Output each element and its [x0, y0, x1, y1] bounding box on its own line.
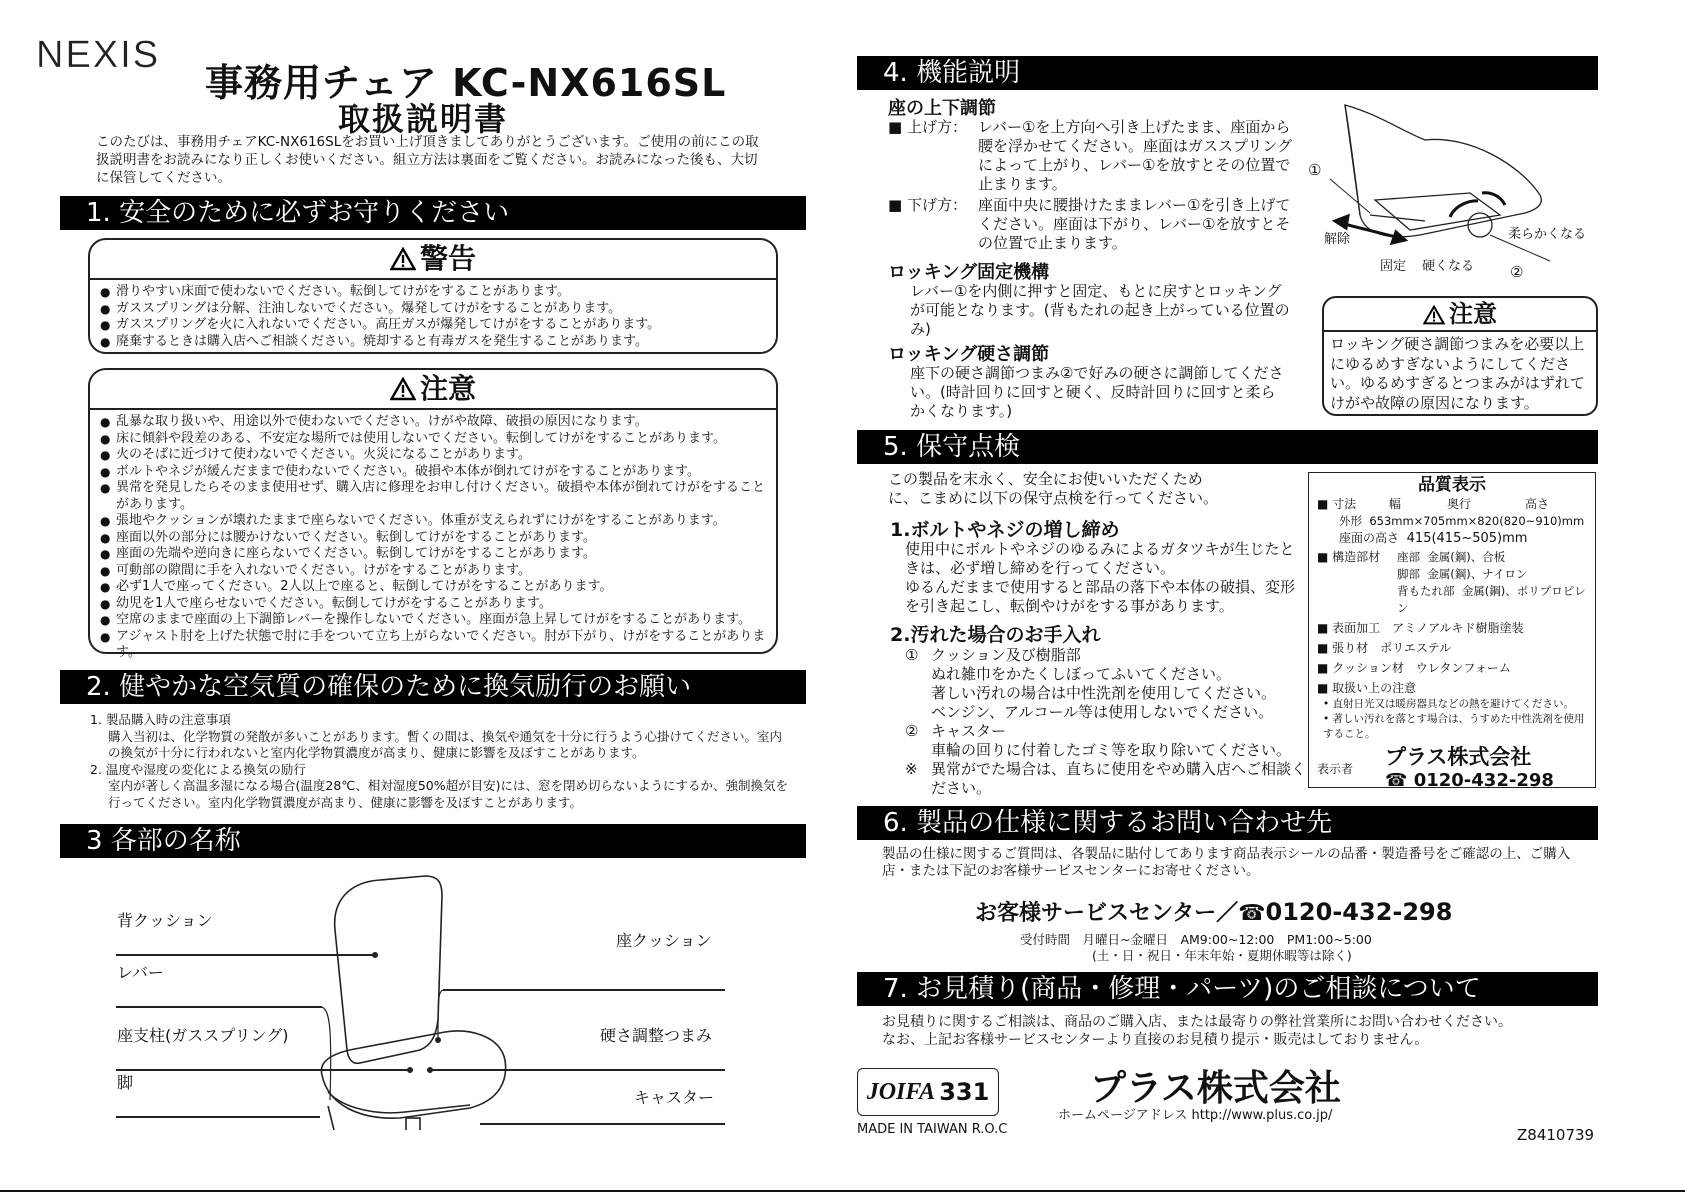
quality-heading: 品質表示	[1418, 475, 1486, 495]
cushion-material: ■ クッション材 ウレタンフォーム	[1317, 660, 1587, 677]
warning-heading: 警告	[90, 240, 776, 280]
label-harder: 硬くなる	[1422, 259, 1475, 274]
list-item: ● ボルトやネジが緩んだままで使わないでください。破損や本体が倒れてけがをすることがあります。	[100, 464, 766, 481]
under-seat-diagram	[1300, 95, 1600, 285]
warning-box	[88, 238, 778, 354]
joifa-badge: JOIFA 331	[857, 1068, 999, 1116]
tension-heading: ロッキング硬さ調節	[888, 344, 1050, 365]
section-5-header: 5. 保守点検	[857, 430, 1598, 464]
cleaning-list	[905, 646, 1310, 798]
height-adjust-heading: 座の上下調節	[888, 98, 996, 119]
list-item: ● ガススプリングは分解、注油しないでください。爆発してけがをすることがあります。	[100, 301, 766, 318]
list-item: ● 可動部の隙間に手を入れないでください。けがをすることがあります。	[100, 563, 766, 580]
caution-list	[90, 410, 776, 662]
maintenance-intro: この製品を末永く、安全にお使いいただくために、こまめに以下の保守点検を行ってください。	[888, 470, 1219, 507]
list-item: ● 床に傾斜や段差のある、不安定な場所では使用しないでください。転倒してけがをすることがあります。	[100, 431, 766, 448]
label-release: 解除	[1324, 232, 1351, 247]
lock-text: レバー①を内側に押すと固定、もとに戻すとロッキングが可能となります。(背もたれの起き上がっている位置のみ)	[910, 282, 1290, 338]
parts-diagram	[60, 860, 806, 1130]
handling-notes: • 直射日光又は暖房器具などの熱を避けてください。 • 著しい汚れを落とす場合は、うすめた中性洗剤を使用すること。	[1323, 698, 1585, 740]
section-4-header: 4. 機能説明	[857, 56, 1598, 90]
bolts-heading: 1.ボルトやネジの増し締め	[890, 519, 1120, 541]
document-subtitle: 取扱説明書	[338, 100, 509, 138]
warning-triangle-icon	[390, 373, 416, 411]
section-6-header: 6. 製品の仕様に関するお問い合わせ先	[857, 806, 1598, 840]
section-2-header: 2. 健やかな空気質の確保のために換気励行のお願い	[60, 670, 806, 704]
list-item: ● 張地やクッションが壊れたままで座らないでください。体重が支えられずにけがをすることがあります。	[100, 513, 766, 530]
list-item: ● 座面の先端や逆向きに座らないでください。転倒してけがをすることがあります。	[100, 546, 766, 563]
homepage-address: ホームページアドレス http://www.plus.co.jp/	[1058, 1108, 1333, 1123]
estimate-text: お見積りに関するご相談は、商品のご購入店、または最寄りの弊社営業所にお問い合わせください。 なお、上記お客様サービスセンターより直接のお見積り提示・販売はしておりません。	[882, 1014, 1512, 1048]
marker-2: ②	[1510, 263, 1524, 281]
telephone-icon: ☎	[1238, 901, 1266, 926]
marker-1: ①	[1308, 161, 1322, 179]
warning-triangle-icon	[1423, 301, 1445, 333]
height-raise: ■ 上げ方： レバー①を上方向へ引き上げたまま、座面から腰を浮かせてください。座面はガススプリングによって上がり、レバー①を放すとその位置で止まります。 ■ 下げ方： 座面中央に腰掛けたままレバー①を引き上げてください。座面は下がり、レバー①を放すとその位置で止まります。	[888, 118, 1293, 253]
label-tension-knob: 硬さ調整つまみ	[600, 1026, 713, 1045]
structure-materials: ■ 構造部材 座部 金属(鋼)、合板 脚部 金属(鋼)、ナイロン 背もたれ部 金属(鋼)、ポリプロピレン	[1317, 549, 1587, 617]
cleaning-item-cushion: ① クッション及び樹脂部 ぬれ雑巾をかたくしぼってふいてください。 著しい汚れの場合は中性洗剤を使用してください。 ベンジン、アルコール等は使用しないでください。	[905, 646, 1277, 721]
ventilation-list	[90, 712, 790, 811]
telephone-icon: ☎	[1385, 770, 1408, 791]
list-item: ● 火のそばに近づけて使わないでください。火災になることがあります。	[100, 447, 766, 464]
section-7-header: 7. お見積り(商品・修理・パーツ)のご相談について	[857, 972, 1598, 1006]
document-code: Z8410739	[1517, 1126, 1595, 1144]
section-1-header: 1. 安全のために必ずお守りください	[60, 196, 806, 230]
list-item: ● 廃棄するときは購入店へご相談ください。焼却すると有毒ガスを発生することがあります。	[100, 334, 766, 351]
made-in: MADE IN TAIWAN R.O.C	[857, 1122, 1008, 1137]
bolts-text: 使用中にボルトやネジのゆるみによるガタツキが生じたときは、必ず増し締めを行ってください。 ゆるんだままで使用すると部品の落下や本体の破損、変形を引き起こし、転倒やけがをする事があります。	[905, 540, 1296, 615]
label-caster: キャスター	[634, 1088, 715, 1107]
warning-list	[90, 280, 776, 350]
service-center: お客様サービスセンター／☎0120-432-298	[975, 898, 1453, 926]
list-item: ● アジャスト肘を上げた状態で肘に手をついて立ち上がらないでください。肘が下がり、けがをすることがあります。	[100, 629, 766, 662]
caution-heading: 注意	[90, 370, 776, 410]
inquiry-text: 製品の仕様に関するご質問は、各製品に貼付してあります商品表示シールの品番・製造番号をご確認の上、ご購入店・または下記のお客様サービスセンターにお寄せください。	[882, 846, 1571, 879]
brand-logo: NEXIS	[36, 34, 161, 76]
label-seat-cushion: 座クッション	[616, 931, 712, 950]
tension-text: 座下の硬さ調節つまみ②で好みの硬さに調節してください。(時計回りに回すと硬く、反時計回りに回すと柔らかくなります。)	[910, 364, 1284, 420]
service-closed-days: (土・日・祝日・年末年始・夏期休暇等は除く)	[1092, 948, 1352, 963]
list-item: ● 滑りやすい床面で使わないでください。転倒してけがをすることがあります。	[100, 284, 766, 301]
dimension-header: ■ 寸法 幅 奥行 高さ	[1317, 496, 1587, 513]
list-item: ● 座面以外の部分には腰かけないでください。転倒してけがをすることがあります。	[100, 530, 766, 547]
ventilation-item-2: 2. 温度や湿度の変化による換気の励行 室内が著しく高温多湿になる場合(温度28℃、相対湿度50%超が目安)には、窓を閉め切らないようにするか、強制換気を行ってください。室内化学物質濃度が高まり、健康に影響を及ぼすことがあります。	[90, 761, 788, 810]
company-name: プラス株式会社	[1090, 1068, 1341, 1109]
warning-triangle-icon	[390, 243, 416, 281]
label-back-cushion: 背クッション	[117, 911, 213, 930]
tension-caution-heading: 注意	[1324, 298, 1596, 332]
upholstery: ■ 張り材 ポリエステル	[1317, 640, 1587, 657]
intro-text: このたびは、事務用チェアKC-NX616SLをお買い上げ頂きましてありがとうございます。ご使用の前にこの取扱説明書をお読みになり正しくお使いください。組立方法は裏面をご覧ください。お読みになった後も、大切に保管してください。	[96, 134, 759, 186]
handling-heading: ■ 取扱い上の注意	[1317, 680, 1587, 697]
tension-caution-box	[1322, 296, 1598, 416]
list-item: ● ガススプリングを火に入れないでください。高圧ガスが爆発してけがをすることがあります。	[100, 317, 766, 334]
tension-caution-text: ロッキング硬さ調節つまみを必要以上にゆるめすぎないようにしてください。ゆるめすぎるとつまみがはずれてけがや故障の原因になります。	[1330, 335, 1585, 412]
label-leg: 脚	[117, 1073, 134, 1092]
outer-dimension: 外形 653mm×705mm×820(820~910)mm	[1339, 514, 1585, 528]
lock-heading: ロッキング固定機構	[888, 262, 1050, 283]
list-item: ● 幼児を1人で座らせないでください。転倒してけがをすることがあります。	[100, 596, 766, 613]
labeler-company: プラス株式会社	[1385, 745, 1532, 769]
labeler-block: 表示者 プラス株式会社 ☎ 0120-432-298	[1317, 745, 1554, 791]
cleaning-item-note: ※ 異常がでた場合は、直ちに使用をやめ購入店へご相談ください。	[905, 760, 1307, 797]
label-lever: レバー	[117, 963, 164, 982]
list-item: ● 乱暴な取り扱いや、用途以外で使わないでください。けがや故障、破損の原因になります。	[100, 414, 766, 431]
surface-finish: ■ 表面加工 アミノアルキド樹脂塗装	[1317, 620, 1587, 637]
document-title: 事務用チェア KC-NX616SL	[205, 61, 727, 105]
list-item: ● 異常を発見したらそのまま使用せず、購入店に修理をお申し付けください。破損や本体が倒れてけがをすることがあります。	[100, 480, 766, 513]
list-item: ● 必ず1人で座ってください。2人以上で座ると、転倒してけがをすることがあります。	[100, 579, 766, 596]
cleaning-heading: 2.汚れた場合のお手入れ	[890, 624, 1101, 646]
caution-box	[88, 368, 778, 660]
cleaning-item-caster: ② キャスター 車輪の回りに付着したゴミ等を取り除いてください。	[905, 722, 1292, 759]
service-hours: 受付時間 月曜日~金曜日 AM9:00~12:00 PM1:00~5:00	[1020, 932, 1372, 947]
quality-label-box	[1308, 472, 1596, 791]
ventilation-item-1: 1. 製品購入時の注意事項 購入当初は、化学物質の発散が多いことがあります。暫くの間は、換気や通気を十分に行うよう心掛けてください。室内の換気が十分に行われないと室内化学物質濃度が高まり、健康に影響を及ぼすことがあります。	[90, 712, 783, 760]
seat-height: 座面の高さ 415(415~505)mm	[1339, 531, 1528, 546]
labeler-phone: ☎ 0120-432-298	[1385, 770, 1554, 791]
label-gas-spring: 座支柱(ガススプリング)	[117, 1026, 289, 1045]
section-3-header: 3 各部の名称	[60, 824, 806, 858]
label-fix: 固定	[1380, 259, 1407, 274]
label-softer: 柔らかくなる	[1508, 227, 1587, 242]
list-item: ● 空席のままで座面の上下調節レバーを操作しないでください。座面が急上昇してけがをすることがあります。	[100, 612, 766, 629]
